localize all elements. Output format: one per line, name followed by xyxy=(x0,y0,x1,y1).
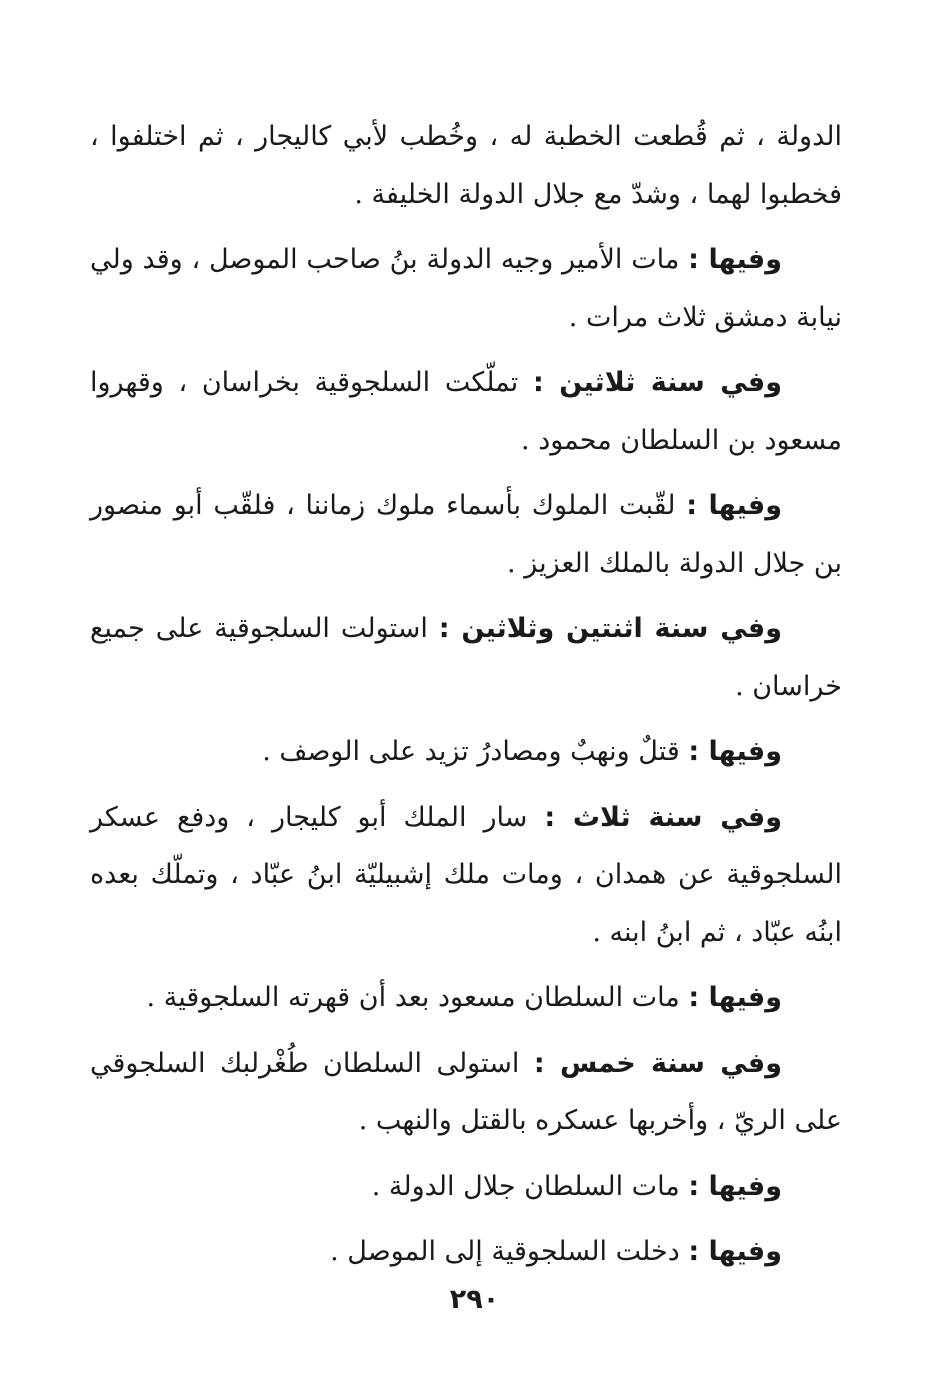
paragraph-text: قتلٌ ونهبٌ ومصادرُ تزيد على الوصف . xyxy=(262,736,689,767)
paragraph-entry xyxy=(90,1158,842,1216)
page-body xyxy=(90,108,842,1289)
paragraph-lead: وفيها : xyxy=(686,490,782,521)
paragraph-entry xyxy=(90,231,842,346)
paragraph-entry xyxy=(90,789,842,962)
paragraph-text: مات السلطان مسعود بعد أن قهرته السلجوقية . xyxy=(146,982,689,1013)
paragraph-text: استولى السلطان طُغْرلبك السلجوقي على الريّ ، وأخربها عسكره بالقتل والنهب . xyxy=(90,1047,842,1136)
paragraph-lead: وفيها : xyxy=(688,982,782,1013)
paragraph-text: مات السلطان جلال الدولة . xyxy=(371,1170,689,1202)
paragraph-text: الدولة ، ثم قُطعت الخطبة له ، وخُطب لأبي كاليجار ، ثم اختلفوا ، فخطبوا لهما ، وشدّ مع جلال الدولة الخليفة . xyxy=(90,121,842,210)
paragraph-text: سار الملك أبو كليجار ، ودفع عسكر السلجوقية عن همدان ، ومات ملك إشبيليّة ابنُ عبّاد ، وتملّك بعده ابنُه عبّاد ، ثم ابنُ ابنه . xyxy=(90,801,842,948)
paragraph-text: مات الأمير وجيه الدولة بنُ صاحب الموصل ، وقد ولي نيابة دمشق ثلاث مرات . xyxy=(90,244,842,333)
paragraph-entry xyxy=(90,354,842,469)
paragraph-lead: وفيها : xyxy=(688,1170,782,1202)
paragraph-text: دخلت السلجوقية إلى الموصل . xyxy=(330,1236,689,1267)
paragraph-lead: وفيها : xyxy=(688,1236,782,1267)
paragraph-lead: وفيها : xyxy=(688,736,782,767)
paragraph-lead: وفي سنة خمس : xyxy=(533,1047,782,1079)
paragraph-entry xyxy=(90,969,842,1027)
paragraph-lead: وفي سنة اثنتين وثلاثين : xyxy=(438,613,782,644)
paragraph-text: استولت السلجوقية على جميع خراسان . xyxy=(90,613,842,702)
paragraph-lead: وفي سنة ثلاث : xyxy=(544,801,782,833)
page-number: ٢٩٠ xyxy=(449,1284,500,1315)
paragraph-lead: وفي سنة ثلاثين : xyxy=(532,367,782,398)
paragraph-entry xyxy=(90,600,842,715)
paragraph-entry xyxy=(90,1223,842,1281)
paragraph-text: تملّكت السلجوقية بخراسان ، وقهروا مسعود بن السلطان محمود . xyxy=(90,367,842,456)
paragraph-entry xyxy=(90,477,842,592)
paragraph-continuation xyxy=(90,108,842,223)
paragraph-entry xyxy=(90,723,842,781)
paragraph-entry xyxy=(90,1035,842,1150)
paragraph-text: لقّبت الملوك بأسماء ملوك زماننا ، فلقّب أبو منصور بن جلال الدولة بالملك العزيز . xyxy=(90,490,842,579)
paragraph-lead: وفيها : xyxy=(688,244,782,275)
